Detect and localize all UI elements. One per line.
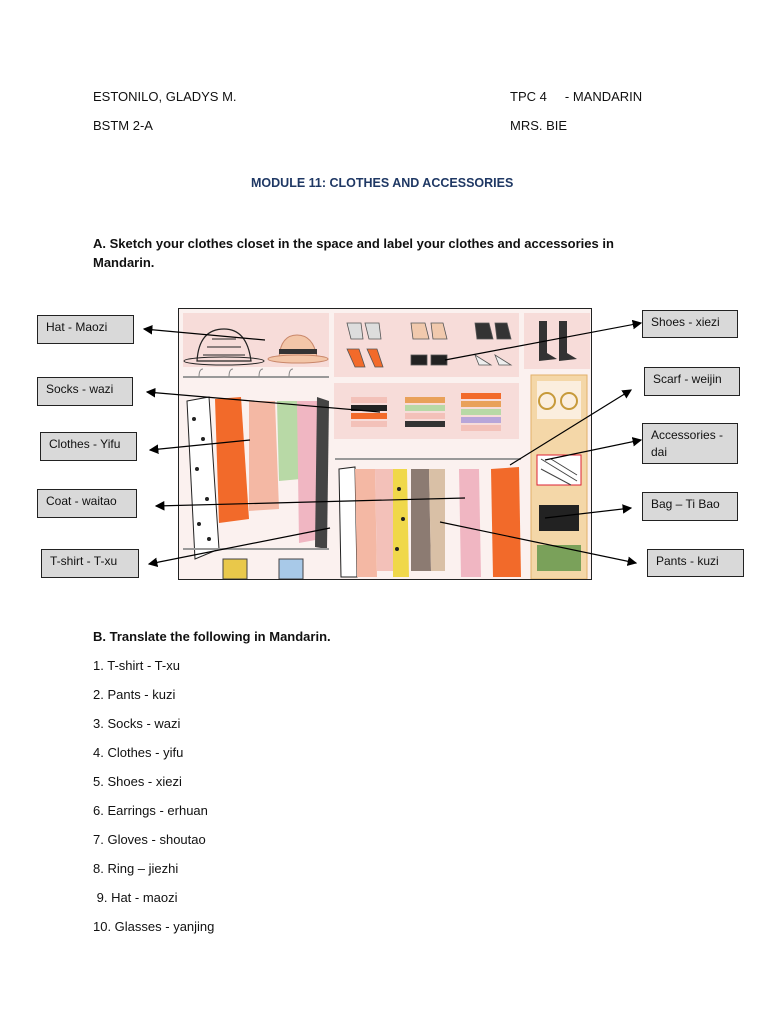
translation-item-10: 10. Glasses - yanjing bbox=[93, 919, 215, 934]
label-socks: Socks - wazi bbox=[37, 377, 133, 406]
translation-item-2: 2. Pants - kuzi bbox=[93, 687, 176, 702]
translation-item-5: 5. Shoes - xiezi bbox=[93, 774, 182, 789]
translation-item-3: 3. Socks - wazi bbox=[93, 716, 181, 731]
translation-item-1: 1. T-shirt - T-xu bbox=[93, 658, 180, 673]
part-a-instruction: A. Sketch your clothes closet in the space and label your clothes and accessories in Mandarin. bbox=[93, 236, 614, 270]
part-b-heading: B. Translate the following in Mandarin. bbox=[93, 629, 331, 644]
label-coat: Coat - waitao bbox=[37, 489, 137, 518]
translation-item-9: 9. Hat - maozi bbox=[93, 890, 178, 905]
label-accessories: Accessories - dai bbox=[642, 423, 738, 464]
translation-item-6: 6. Earrings - erhuan bbox=[93, 803, 208, 818]
label-clothes: Clothes - Yifu bbox=[40, 432, 137, 461]
section: BSTM 2-A bbox=[93, 118, 153, 133]
module-title: MODULE 11: CLOTHES AND ACCESSORIES bbox=[251, 176, 514, 190]
label-pants: Pants - kuzi bbox=[647, 549, 744, 577]
translation-item-7: 7. Gloves - shoutao bbox=[93, 832, 206, 847]
label-tshirt: T-shirt - T-xu bbox=[41, 549, 139, 578]
label-bag: Bag – Ti Bao bbox=[642, 492, 738, 521]
label-scarf: Scarf - weijin bbox=[644, 367, 740, 396]
translation-item-4: 4. Clothes - yifu bbox=[93, 745, 184, 760]
closet-drawing bbox=[179, 309, 592, 580]
translation-item-8: 8. Ring – jiezhi bbox=[93, 861, 179, 876]
closet-sketch bbox=[178, 308, 592, 580]
teacher: MRS. BIE bbox=[510, 118, 568, 133]
student-name: ESTONILO, GLADYS M. bbox=[93, 89, 237, 104]
label-hat: Hat - Maozi bbox=[37, 315, 134, 344]
label-shoes: Shoes - xiezi bbox=[642, 310, 738, 338]
course: TPC 4 - MANDARIN bbox=[510, 89, 643, 104]
